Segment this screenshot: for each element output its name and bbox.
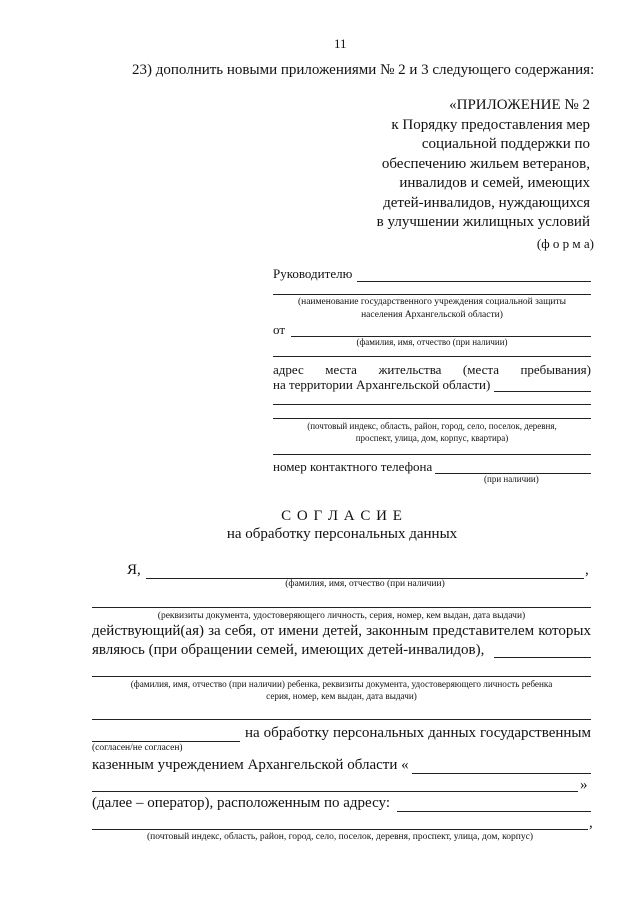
institution-hint-2: населения Архангельской области) bbox=[361, 310, 503, 320]
appendix-line: в улучшении жилищных условий bbox=[376, 214, 590, 230]
end-comma: , bbox=[589, 815, 593, 831]
rukovoditelyu-field[interactable] bbox=[357, 281, 591, 282]
child-info-field[interactable] bbox=[92, 676, 591, 677]
consent-title: С О Г Л А С И Е bbox=[281, 508, 403, 524]
ot-label: от bbox=[273, 322, 286, 337]
child-hint-2: серия, номер, кем выдан, дата выдачи) bbox=[266, 691, 417, 701]
applicant-doc-hint: (реквизиты документа, удостоверяющего личность, серия, номер, кем выдан, дата выдачи) bbox=[157, 611, 526, 621]
institution-name-field-2[interactable] bbox=[92, 791, 578, 792]
close-quote: » bbox=[580, 777, 588, 793]
address-hint-1: (почтовый индекс, область, район, город, село, поселок, деревня, bbox=[307, 421, 557, 431]
ya-label: Я, bbox=[127, 562, 141, 578]
address-line-1: адрес места жительства (места пребывания) bbox=[273, 362, 591, 377]
address-field-3[interactable] bbox=[273, 418, 591, 419]
acting-field[interactable] bbox=[494, 657, 591, 658]
page-number: 11 bbox=[334, 36, 347, 51]
appendix-line: обеспечению жильем ветеранов, bbox=[381, 155, 590, 172]
address-field-1[interactable] bbox=[494, 391, 591, 392]
fio-field-2[interactable] bbox=[273, 356, 591, 357]
kazennym-text: казенным учреждением Архангельской области « bbox=[92, 757, 409, 773]
acting-line-2: являюсь (при обращении семей, имеющих детей-инвалидов), bbox=[92, 642, 485, 658]
institution-field[interactable] bbox=[273, 294, 591, 295]
consent-subtitle: на обработку персональных данных bbox=[226, 526, 458, 542]
form-label: (ф о р м а) bbox=[536, 236, 594, 251]
address-field-2[interactable] bbox=[273, 404, 591, 405]
appendix-line: инвалидов и семей, имеющих bbox=[399, 175, 590, 191]
rukovoditelyu-label: Руководителю bbox=[273, 266, 353, 281]
applicant-doc-field[interactable] bbox=[92, 607, 591, 608]
child-info-field-2[interactable] bbox=[92, 719, 591, 720]
institution-name-field[interactable] bbox=[412, 773, 591, 774]
fio-hint: (фамилия, имя, отчество (при наличии) bbox=[356, 337, 508, 347]
appendix-line: к Порядку предоставления мер bbox=[391, 116, 590, 133]
acting-line-1: действующий(ая) за себя, от имени детей, законным представителем которых bbox=[92, 623, 591, 639]
operator-text: (далее – оператор), расположенным по адресу: bbox=[92, 795, 391, 811]
address-line-2: на территории Архангельской области) bbox=[273, 377, 491, 392]
institution-hint-1: (наименование государственного учреждения социальной защиты bbox=[297, 297, 567, 307]
address-hint-2: проспект, улица, дом, корпус, квартира) bbox=[355, 433, 509, 443]
appendix-line: детей-инвалидов, нуждающихся bbox=[383, 194, 590, 211]
appendix-block bbox=[377, 96, 590, 233]
processing-text: на обработку персональных данных государственным bbox=[245, 725, 591, 741]
appendix-line: «ПРИЛОЖЕНИЕ № 2 bbox=[449, 97, 590, 113]
appendix-line: социальной поддержки по bbox=[421, 136, 590, 152]
ya-comma: , bbox=[585, 562, 589, 578]
operator-address-field-2[interactable] bbox=[92, 829, 588, 830]
intro-text: 23) дополнить новыми приложениями № 2 и 3 следующего содержания: bbox=[132, 62, 595, 78]
phone-label: номер контактного телефона bbox=[273, 459, 433, 474]
applicant-fio-hint: (фамилия, имя, отчество (при наличии) bbox=[285, 579, 445, 589]
phone-hint: (при наличии) bbox=[484, 474, 539, 484]
operator-address-hint: (почтовый индекс, область, район, город, село, поселок, деревня, проспект, улица, дом, корпус) bbox=[146, 832, 533, 842]
operator-address-field[interactable] bbox=[397, 811, 591, 812]
consent-choice-field[interactable] bbox=[92, 741, 240, 742]
address-field-4[interactable] bbox=[273, 454, 591, 455]
child-hint-1: (фамилия, имя, отчество (при наличии) ребенка, реквизиты документа, удостоверяющего личность ребенка bbox=[130, 679, 553, 689]
consent-hint: (согласен/не согласен) bbox=[92, 743, 183, 753]
